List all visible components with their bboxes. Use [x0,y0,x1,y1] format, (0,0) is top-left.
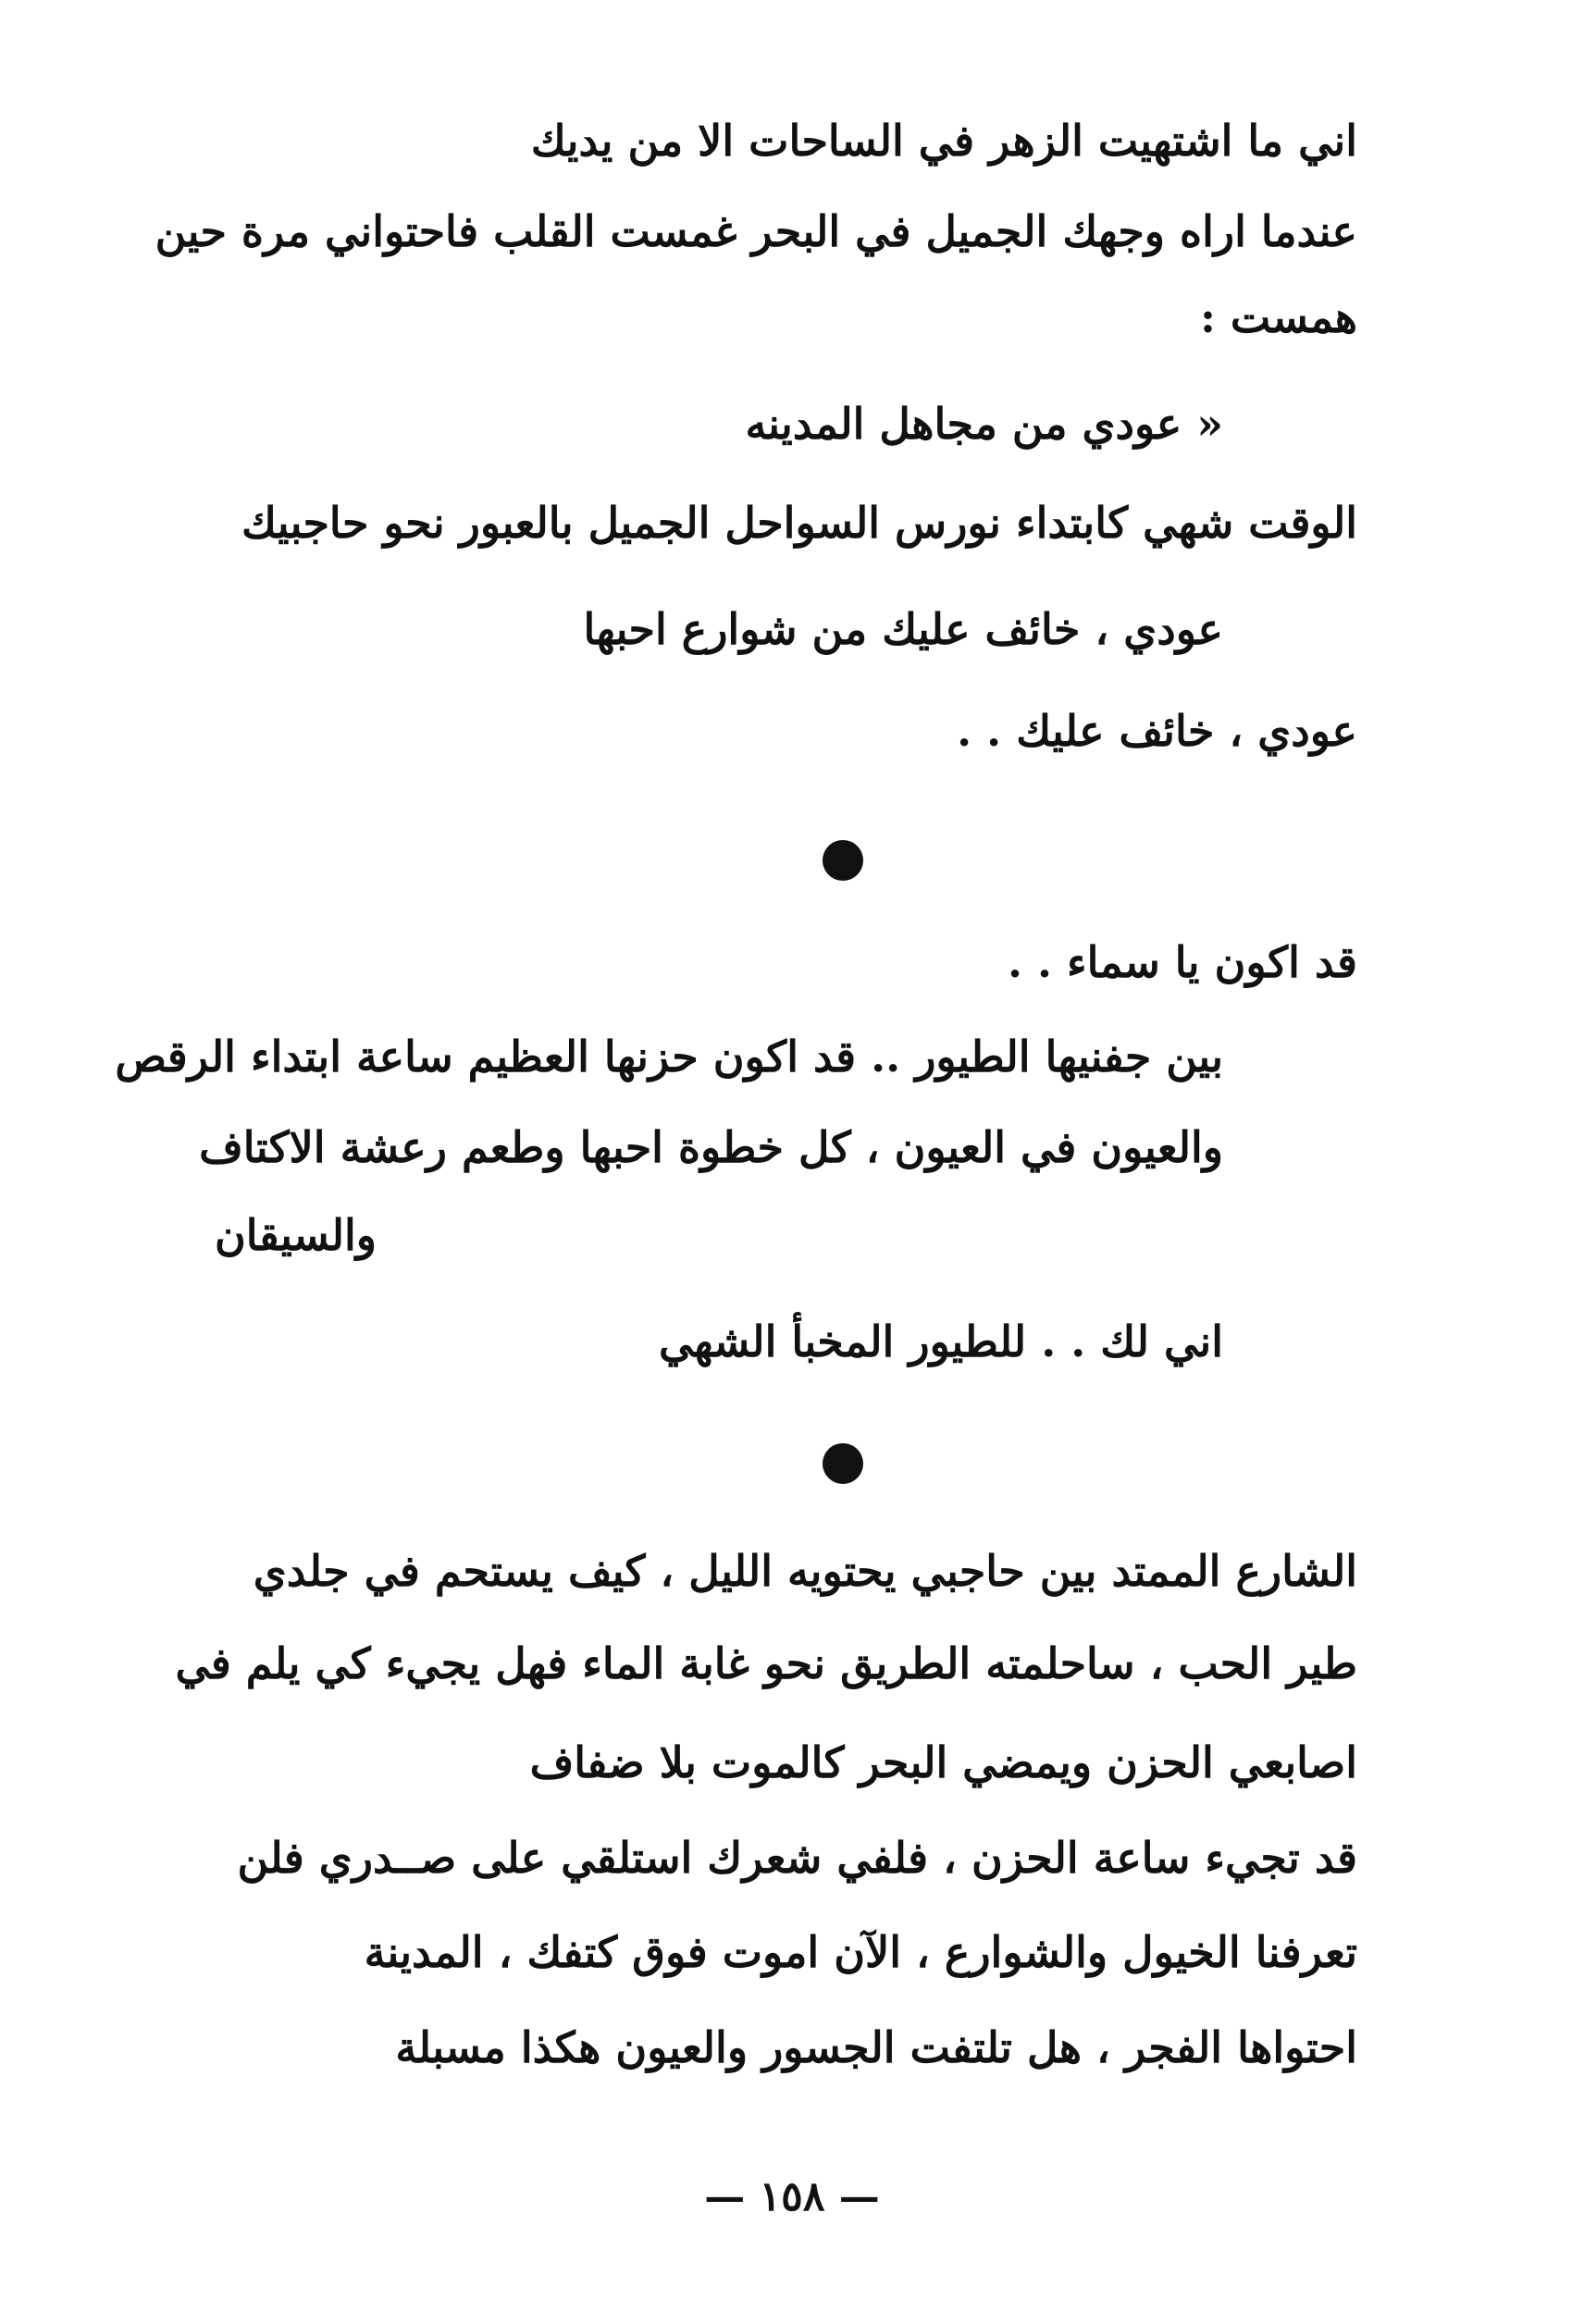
text-line: همست : [1199,292,1357,342]
text-line: اني ما اشتهيت الزهر في الساحات الا من يديك [530,116,1357,166]
section-separator-dot [823,1443,863,1484]
page-number: — ١٥٨ — [704,2173,880,2220]
text-line: عندما اراه وجهك الجميل في البحر غمست القلب فاحتواني مرة حين [155,206,1357,256]
verse-line: عودي ، خائف عليك من شوارع احبها [583,604,1223,654]
text-line: والسيقان [215,1210,377,1260]
text-line: قد اكون يا سماء . . [1007,937,1357,987]
text-line: عودي ، خائف عليك . . [957,706,1357,756]
text-line: الشارع الممتد بين حاجبي يحتويه الليل ، كيف يستحم في جلدي [253,1546,1357,1596]
text-line: الوقت شهي كابتداء نورس السواحل الجميل بالعبور نحو حاجبيك [241,498,1357,548]
text-line: طير الحب ، ساحلمته الطريق نحو غابة الماء فهل يجيء كي يلم في [175,1638,1357,1688]
text-line: تعرفنا الخيول والشوارع ، الآن اموت فوق كتفك ، المدينة [364,1927,1357,1977]
text-line: احتواها الفجر ، هل تلتفت الجسور والعيون هكذا مسبلة [395,2022,1357,2072]
verse-line: بين جفنيها الطيور .. قد اكون حزنها العظيم ساعة ابتداء الرقص [115,1032,1223,1082]
text-line: اصابعي الحزن ويمضي البحر كالموت بلا ضفاف [529,1737,1357,1787]
verse-line: اني لك . . للطيور المخبأ الشهي [658,1317,1223,1366]
verse-line: والعيون في العيون ، كل خطوة احبها وطعم رعشة الاكتاف [199,1122,1223,1172]
verse-line: « عودي من مجاهل المدينه [745,399,1223,449]
section-separator-dot [823,840,863,881]
text-line: قد تجيء ساعة الحزن ، فلفي شعرك استلقي على صــدري فلن [237,1833,1357,1883]
